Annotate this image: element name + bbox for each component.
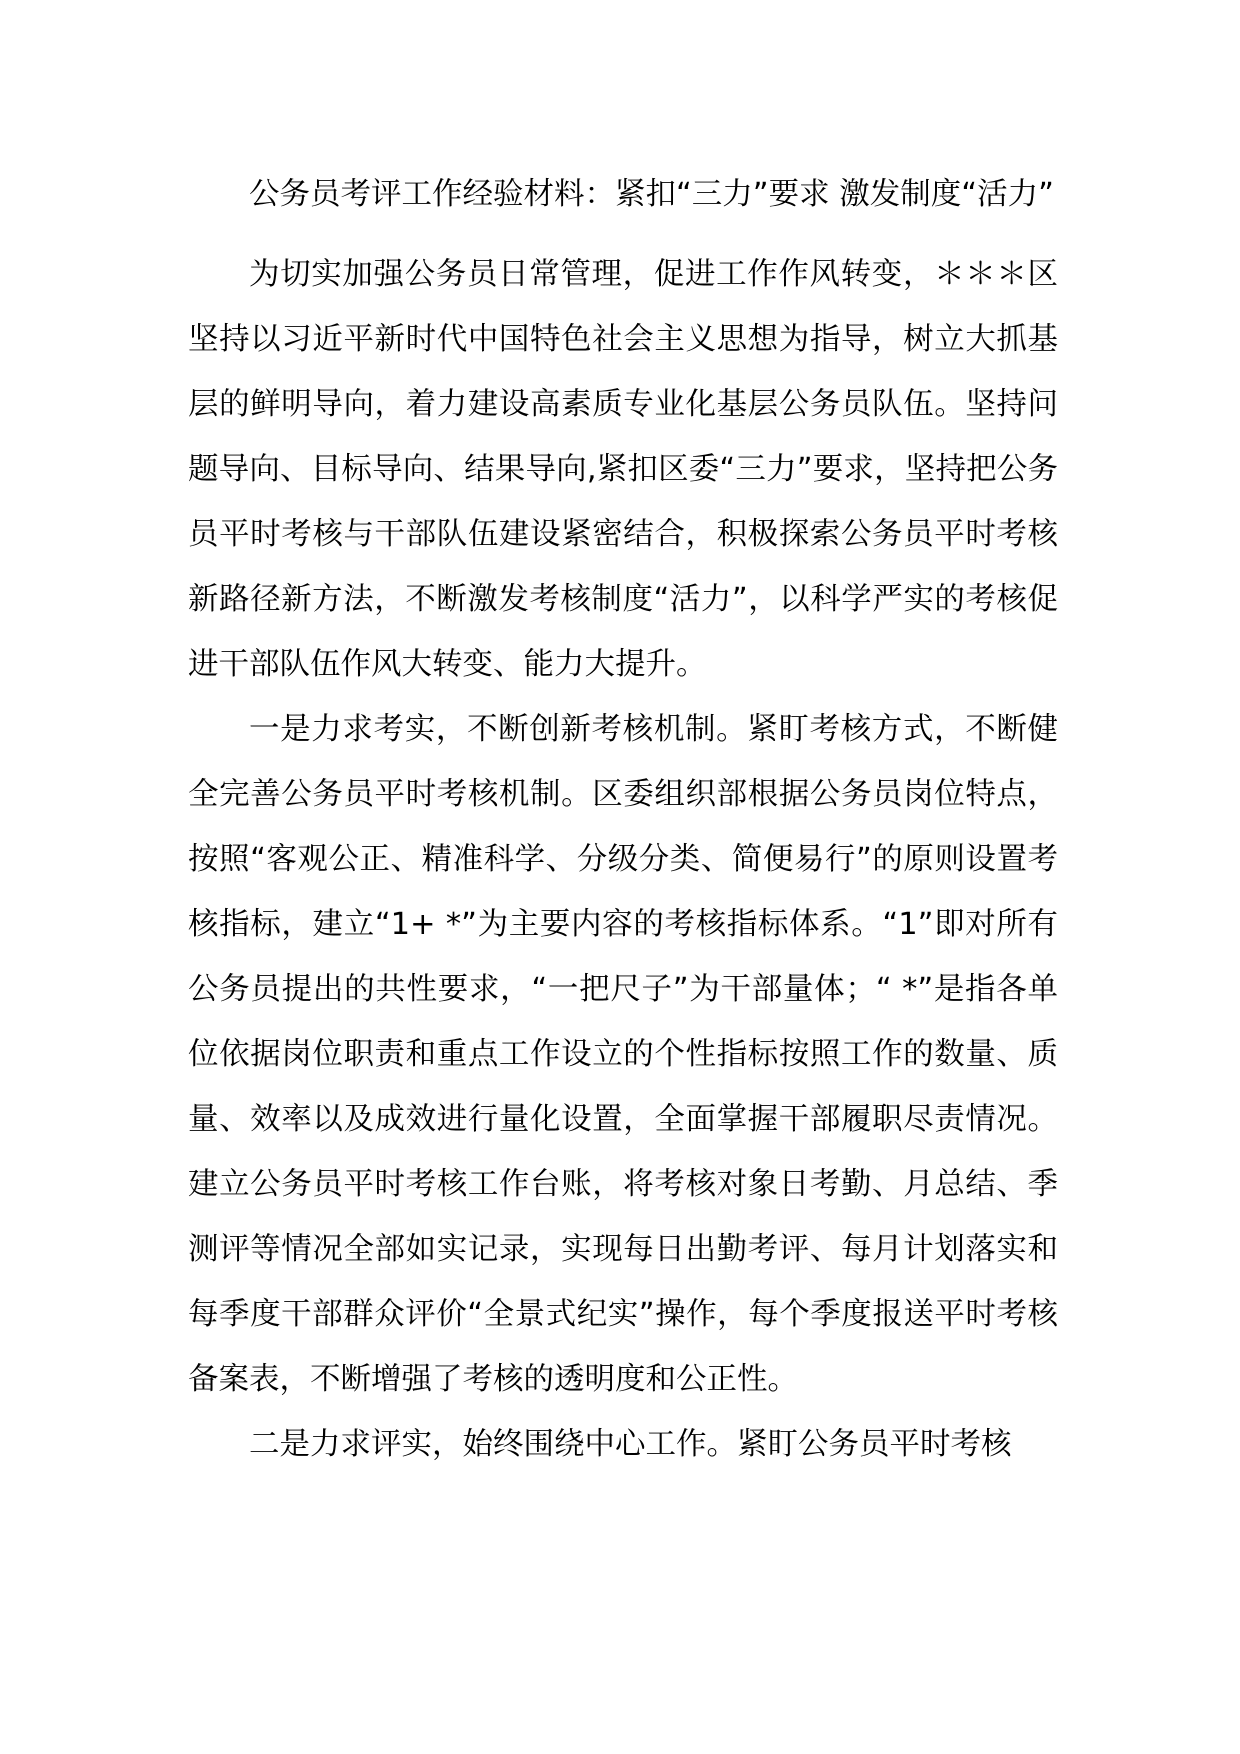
paragraph-point-two: 二是力求评实，始终围绕中心工作。紧盯公务员平时考核: [249, 1427, 1012, 1462]
document-body: [188, 170, 1058, 1477]
paragraph-point-one: 一是力求考实，不断创新考核机制。紧盯考核方式，不断健全完善公务员平时考核机制。区委组织部根据公务员岗位特点，按照“客观公正、精准科学、分级分类、简便易行”的原则设置考核指标，建立“1+ *”为主要内容的考核指标体系。“1”即对所有公务员提出的共性要求，“一把尺子”为干部量体；“ *”是指各单位依据岗位职责和重点工作设立的个性指标按照工作的数量、质量、效率以及成效进行量化设置，全面掌握干部履职尽责情况。建立公务员平时考核工作台账，将考核对象日考勤、月总结、季测评等情况全部如实记录，实现每日出勤考评、每月计划落实和每季度干部群众评价“全景式纪实”操作，每个季度报送平时考核备案表，不断增强了考核的透明度和公正性。: [188, 712, 1058, 1397]
document-title: 公务员考评工作经验材料：紧扣“三力”要求 激发制度“活力”: [249, 177, 1054, 212]
paragraph-intro: 为切实加强公务员日常管理，促进工作作风转变，＊＊＊区坚持以习近平新时代中国特色社会主义思想为指导，树立大抓基层的鲜明导向，着力建设高素质专业化基层公务员队伍。坚持问题导向、目标导向、结果导向,紧扣区委“三力”要求，坚持把公务员平时考核与干部队伍建设紧密结合，积极探索公务员平时考核新路径新方法，不断激发考核制度“活力”，以科学严实的考核促进干部队伍作风大转变、能力大提升。: [188, 257, 1058, 682]
